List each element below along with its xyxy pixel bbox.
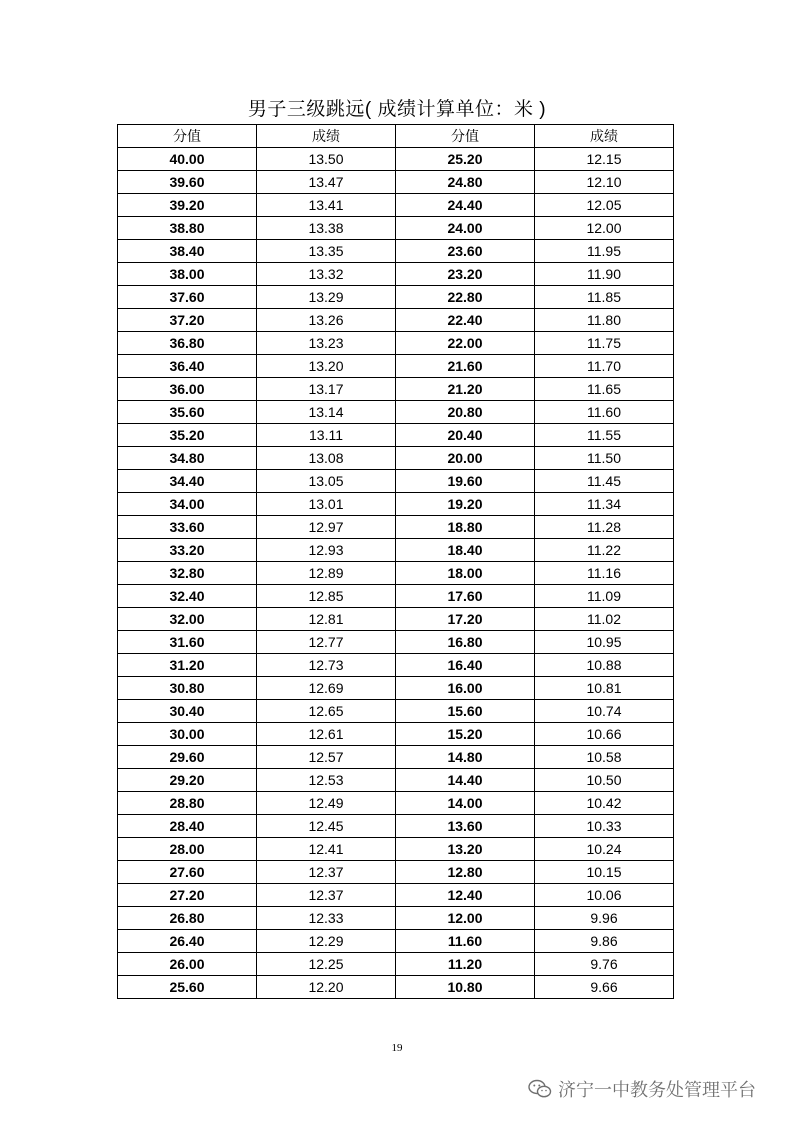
score-cell: 12.40	[396, 884, 535, 907]
score-cell: 35.20	[118, 424, 257, 447]
score-cell: 22.80	[396, 286, 535, 309]
result-cell: 13.05	[257, 470, 396, 493]
result-cell: 12.61	[257, 723, 396, 746]
result-cell: 10.74	[535, 700, 674, 723]
result-cell: 11.95	[535, 240, 674, 263]
score-cell: 27.20	[118, 884, 257, 907]
table-row	[118, 677, 674, 700]
table-row	[118, 930, 674, 953]
score-cell: 32.40	[118, 585, 257, 608]
result-cell: 10.58	[535, 746, 674, 769]
result-cell: 11.02	[535, 608, 674, 631]
table-row	[118, 585, 674, 608]
score-cell: 36.80	[118, 332, 257, 355]
result-cell: 12.41	[257, 838, 396, 861]
score-cell: 17.20	[396, 608, 535, 631]
result-cell: 12.37	[257, 861, 396, 884]
score-cell: 16.40	[396, 654, 535, 677]
result-cell: 10.15	[535, 861, 674, 884]
score-cell: 26.00	[118, 953, 257, 976]
score-cell: 18.80	[396, 516, 535, 539]
score-cell: 11.60	[396, 930, 535, 953]
result-cell: 12.49	[257, 792, 396, 815]
result-cell: 13.14	[257, 401, 396, 424]
score-cell: 37.60	[118, 286, 257, 309]
score-cell: 19.20	[396, 493, 535, 516]
table-row	[118, 401, 674, 424]
score-cell: 28.00	[118, 838, 257, 861]
score-cell: 25.60	[118, 976, 257, 999]
score-cell: 13.60	[396, 815, 535, 838]
score-table	[117, 124, 674, 999]
score-cell: 19.60	[396, 470, 535, 493]
table-row	[118, 378, 674, 401]
result-cell: 10.66	[535, 723, 674, 746]
result-cell: 13.38	[257, 217, 396, 240]
result-cell: 10.42	[535, 792, 674, 815]
table-row	[118, 976, 674, 999]
result-cell: 12.53	[257, 769, 396, 792]
result-cell: 12.37	[257, 884, 396, 907]
score-cell: 23.20	[396, 263, 535, 286]
table-row	[118, 194, 674, 217]
score-cell: 32.00	[118, 608, 257, 631]
result-cell: 13.20	[257, 355, 396, 378]
score-cell: 20.40	[396, 424, 535, 447]
result-cell: 11.70	[535, 355, 674, 378]
score-cell: 30.00	[118, 723, 257, 746]
score-cell: 32.80	[118, 562, 257, 585]
result-cell: 13.08	[257, 447, 396, 470]
score-cell: 29.20	[118, 769, 257, 792]
score-cell: 18.40	[396, 539, 535, 562]
score-cell: 38.40	[118, 240, 257, 263]
table-row	[118, 792, 674, 815]
score-cell: 15.20	[396, 723, 535, 746]
result-cell: 11.28	[535, 516, 674, 539]
result-cell: 12.85	[257, 585, 396, 608]
score-cell: 11.20	[396, 953, 535, 976]
wechat-icon	[528, 1079, 552, 1099]
result-cell: 9.86	[535, 930, 674, 953]
result-cell: 9.76	[535, 953, 674, 976]
result-cell: 12.29	[257, 930, 396, 953]
score-cell: 30.80	[118, 677, 257, 700]
result-cell: 12.57	[257, 746, 396, 769]
table-row	[118, 769, 674, 792]
score-cell: 20.00	[396, 447, 535, 470]
score-cell: 35.60	[118, 401, 257, 424]
score-cell: 17.60	[396, 585, 535, 608]
result-cell: 9.66	[535, 976, 674, 999]
table-row	[118, 263, 674, 286]
table-row	[118, 654, 674, 677]
score-cell: 23.60	[396, 240, 535, 263]
score-cell: 21.60	[396, 355, 535, 378]
score-cell: 29.60	[118, 746, 257, 769]
table-row	[118, 217, 674, 240]
score-cell: 10.80	[396, 976, 535, 999]
result-cell: 12.97	[257, 516, 396, 539]
table-row	[118, 309, 674, 332]
result-cell: 12.65	[257, 700, 396, 723]
score-cell: 36.00	[118, 378, 257, 401]
result-cell: 12.10	[535, 171, 674, 194]
result-cell: 12.69	[257, 677, 396, 700]
result-cell: 13.01	[257, 493, 396, 516]
score-cell: 20.80	[396, 401, 535, 424]
table-row	[118, 447, 674, 470]
result-cell: 10.33	[535, 815, 674, 838]
result-cell: 10.81	[535, 677, 674, 700]
score-cell: 14.40	[396, 769, 535, 792]
score-cell: 28.80	[118, 792, 257, 815]
table-row	[118, 562, 674, 585]
header-result-2: 成绩	[535, 125, 674, 148]
score-cell: 39.60	[118, 171, 257, 194]
table-row	[118, 148, 674, 171]
score-cell: 14.80	[396, 746, 535, 769]
result-cell: 10.95	[535, 631, 674, 654]
result-cell: 12.20	[257, 976, 396, 999]
page-title: 男子三级跳远( 成绩计算单位：米 )	[247, 99, 547, 120]
score-cell: 39.20	[118, 194, 257, 217]
score-cell: 38.00	[118, 263, 257, 286]
result-cell: 12.89	[257, 562, 396, 585]
score-cell: 31.20	[118, 654, 257, 677]
result-cell: 12.45	[257, 815, 396, 838]
score-cell: 36.40	[118, 355, 257, 378]
score-cell: 34.40	[118, 470, 257, 493]
result-cell: 11.85	[535, 286, 674, 309]
table-row	[118, 838, 674, 861]
score-cell: 34.00	[118, 493, 257, 516]
score-cell: 21.20	[396, 378, 535, 401]
result-cell: 12.81	[257, 608, 396, 631]
result-cell: 11.80	[535, 309, 674, 332]
result-cell: 10.50	[535, 769, 674, 792]
table-row	[118, 861, 674, 884]
table-row	[118, 723, 674, 746]
score-cell: 22.40	[396, 309, 535, 332]
result-cell: 13.11	[257, 424, 396, 447]
header-score-1: 分值	[118, 125, 257, 148]
result-cell: 11.55	[535, 424, 674, 447]
score-cell: 27.60	[118, 861, 257, 884]
score-cell: 38.80	[118, 217, 257, 240]
header-score-2: 分值	[396, 125, 535, 148]
table-row	[118, 240, 674, 263]
table-row	[118, 424, 674, 447]
score-cell: 12.00	[396, 907, 535, 930]
result-cell: 13.50	[257, 148, 396, 171]
result-cell: 11.65	[535, 378, 674, 401]
table-row	[118, 700, 674, 723]
result-cell: 11.75	[535, 332, 674, 355]
result-cell: 10.88	[535, 654, 674, 677]
table-row	[118, 608, 674, 631]
score-cell: 13.20	[396, 838, 535, 861]
score-cell: 24.80	[396, 171, 535, 194]
result-cell: 13.26	[257, 309, 396, 332]
score-cell: 34.80	[118, 447, 257, 470]
result-cell: 13.17	[257, 378, 396, 401]
score-cell: 26.40	[118, 930, 257, 953]
result-cell: 13.29	[257, 286, 396, 309]
result-cell: 10.24	[535, 838, 674, 861]
result-cell: 11.22	[535, 539, 674, 562]
score-cell: 12.80	[396, 861, 535, 884]
score-cell: 37.20	[118, 309, 257, 332]
table-row	[118, 493, 674, 516]
score-cell: 40.00	[118, 148, 257, 171]
score-cell: 33.20	[118, 539, 257, 562]
result-cell: 11.60	[535, 401, 674, 424]
page-number: 19	[391, 1042, 403, 1054]
watermark-text: 济宁一中教务处管理平台	[558, 1080, 756, 1100]
result-cell: 12.05	[535, 194, 674, 217]
table-row	[118, 907, 674, 930]
table-row	[118, 953, 674, 976]
table-row	[118, 746, 674, 769]
score-cell: 15.60	[396, 700, 535, 723]
result-cell: 12.33	[257, 907, 396, 930]
result-cell: 13.41	[257, 194, 396, 217]
result-cell: 11.09	[535, 585, 674, 608]
table-row	[118, 332, 674, 355]
table-row	[118, 516, 674, 539]
result-cell: 12.00	[535, 217, 674, 240]
result-cell: 11.90	[535, 263, 674, 286]
result-cell: 12.93	[257, 539, 396, 562]
result-cell: 10.06	[535, 884, 674, 907]
table-row	[118, 470, 674, 493]
table-row	[118, 539, 674, 562]
table-row	[118, 631, 674, 654]
result-cell: 13.47	[257, 171, 396, 194]
result-cell: 12.73	[257, 654, 396, 677]
result-cell: 11.50	[535, 447, 674, 470]
score-cell: 22.00	[396, 332, 535, 355]
result-cell: 13.23	[257, 332, 396, 355]
result-cell: 12.15	[535, 148, 674, 171]
score-cell: 26.80	[118, 907, 257, 930]
result-cell: 11.45	[535, 470, 674, 493]
table-row	[118, 815, 674, 838]
table-row	[118, 884, 674, 907]
table-header-row	[118, 125, 674, 148]
table-body	[118, 148, 674, 999]
result-cell: 11.34	[535, 493, 674, 516]
score-cell: 33.60	[118, 516, 257, 539]
score-cell: 25.20	[396, 148, 535, 171]
score-cell: 16.80	[396, 631, 535, 654]
watermark	[528, 1076, 756, 1102]
result-cell: 13.35	[257, 240, 396, 263]
header-result-1: 成绩	[257, 125, 396, 148]
score-cell: 14.00	[396, 792, 535, 815]
result-cell: 12.25	[257, 953, 396, 976]
score-cell: 24.00	[396, 217, 535, 240]
score-cell: 28.40	[118, 815, 257, 838]
result-cell: 11.16	[535, 562, 674, 585]
score-cell: 31.60	[118, 631, 257, 654]
table-row	[118, 171, 674, 194]
table-row	[118, 286, 674, 309]
result-cell: 12.77	[257, 631, 396, 654]
result-cell: 9.96	[535, 907, 674, 930]
result-cell: 13.32	[257, 263, 396, 286]
table-row	[118, 355, 674, 378]
score-cell: 24.40	[396, 194, 535, 217]
score-cell: 30.40	[118, 700, 257, 723]
score-cell: 18.00	[396, 562, 535, 585]
score-cell: 16.00	[396, 677, 535, 700]
